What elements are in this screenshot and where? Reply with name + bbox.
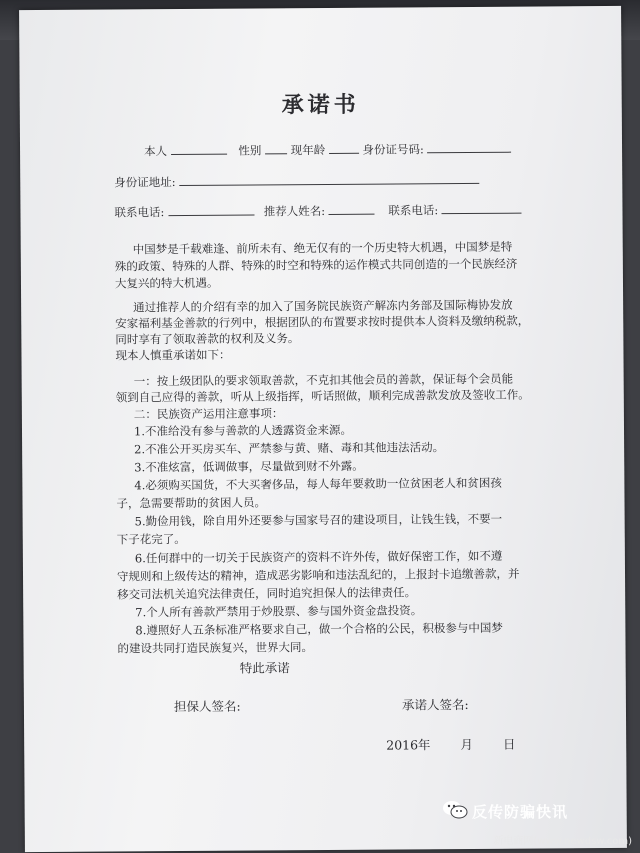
field-gender [265,142,287,154]
commitment-line: 守规则和上级传达的精神，造成恶劣影响和违法乱纪的，上报封卡追缴善款，并 [116,566,520,584]
label-name: 本人 [144,144,168,159]
date-year: 2016年 [386,737,431,753]
commitment-line: 领到自己应得的善款，听从上级指挥，听话照做，顺利完成善款发放及签收工作。 [115,387,530,405]
document-page [19,6,627,852]
label-age: 现年龄 [290,142,326,158]
site-watermark: 新电商网(www.newdsw.com) [493,836,632,847]
field-id-number [427,141,511,154]
label-referrer: 推荐人姓名: [263,203,326,219]
commitment-line: 6.任何群中的一切关于民族资产的资料不许外传，做好保密工作，如不遵 [134,548,503,566]
commitment-line: 移交司法机关追究法律责任，同时追究担保人的法律责任。 [117,585,417,602]
field-id-address [179,172,479,186]
commitment-line: 1.不准给没有参与善款的人透露资金来源。 [133,422,353,439]
commitment-line: 3.不准炫富，低调做事，尽量做到财不外露。 [134,458,364,475]
date-month: 月 [460,736,474,753]
commitment-line: 下子花完了。 [116,531,186,547]
commitment-line: 子，急需要帮助的贫困人员。 [116,495,267,511]
info-line-3 [114,202,522,221]
paragraph-2-line: 同时享有了领取善款的权利及义务。 [115,331,300,347]
label-referrer-phone: 联系电话: [388,203,439,218]
label-phone: 联系电话: [114,205,165,220]
field-referrer-phone [442,202,522,215]
date-day: 日 [502,736,516,752]
guarantor-signature-label: 担保人签名: [173,698,241,715]
date-line [386,737,515,754]
label-id-address: 身份证地址: [114,175,176,190]
field-phone [168,203,254,216]
commitment-line: 8.遵照好人五条标准严格要求自己，做一个合格的公民，积极参与中国梦 [135,620,503,638]
field-name [171,143,227,155]
field-referrer [329,203,375,215]
commitment-line: 的建设共同打造民族复兴，世界大同。 [117,640,314,656]
document-title: 承诺书 [281,91,360,119]
paragraph-2-line: 安家福利基金善款的行列中，根据团队的布置要求按时提供本人资料及缴纳税款， [115,313,530,331]
commitment-line: 2.不准公开买房买车、严禁参与黄、赌、毒和其他违法活动。 [134,440,445,457]
field-age [329,142,359,154]
paragraph-2-line: 通过推荐人的介绍有幸的加入了国务院民族资产解冻内务部及国际梅协发放 [133,297,513,315]
info-line-2 [114,172,479,191]
label-id-number: 身份证号码: [362,142,424,157]
footer-brand [442,799,632,823]
commitment-line: 4.必须购买国货，不大买奢侈品，每人每年要救助一位贫困老人和贫困孩 [134,475,502,493]
commitment-line: 5.勤俭用钱，除自用外还要参与国家号召的建设项目，让钱生钱，不要一 [134,511,503,529]
paragraph-1-line: 中国梦是千载难逢、前所未有、绝无仅有的一个历史特大机遇，中国梦是特 [132,239,513,257]
paragraph-2-line: 现本人慎重承诺如下： [115,347,231,363]
wechat-icon [442,799,468,821]
closing-statement: 特此承诺 [239,660,290,676]
promisor-signature-label: 承诺人签名: [401,696,469,713]
label-gender: 性别 [238,143,262,158]
brand-name: 反传防骗快讯 [472,803,569,821]
commitment-line: 一：按上级团队的要求领取善款，不克扣其他会员的善款，保证每个会员能 [133,371,514,389]
paragraph-1-line: 殊的政策、特殊的人群、特殊的时空和特殊的运作模式共同创造的一个民族经济 [114,256,518,274]
info-line-1 [144,141,512,160]
paragraph-1-line: 大复兴的特大机遇。 [114,275,219,291]
commitment-line: 二：民族资产运用注意事项： [133,406,284,422]
commitment-line: 7.个人所有善款严禁用于炒股票、参与国外资金盘投资。 [135,603,423,620]
